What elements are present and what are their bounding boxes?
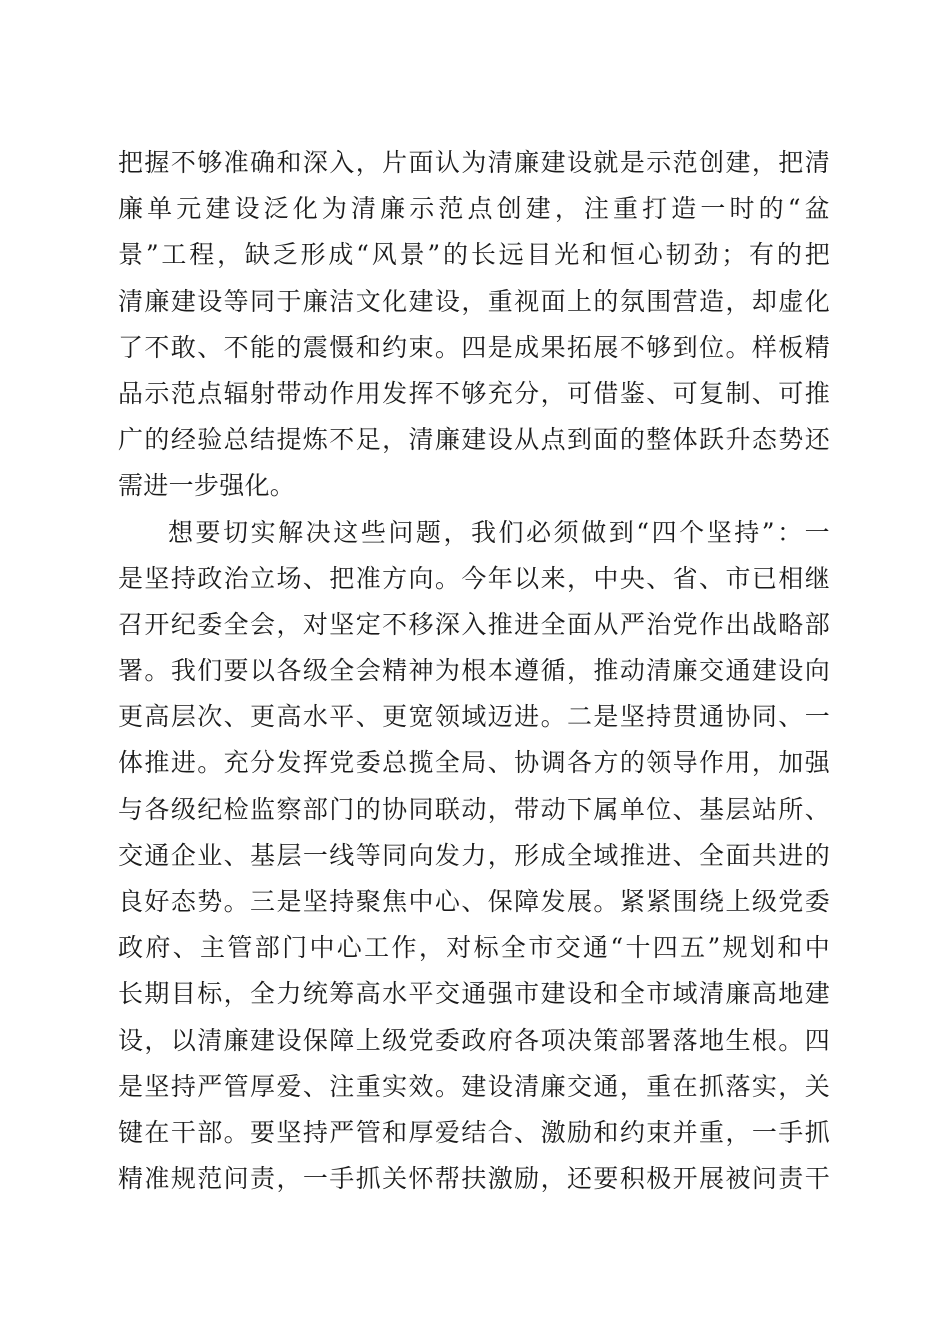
text-line: 廉单元建设泛化为清廉示范点创建，注重打造一时的“盆 (118, 194, 830, 224)
body-text (118, 140, 830, 1202)
text-line: 品示范点辐射带动作用发挥不够充分，可借鉴、可复制、可推 (118, 378, 830, 408)
text-line: 更高层次、更高水平、更宽领域迈进。二是坚持贯通协同、一 (118, 702, 830, 732)
text-line: 清廉建设等同于廉洁文化建设，重视面上的氛围营造，却虚化 (118, 286, 830, 316)
text-line: 广的经验总结提炼不足，清廉建设从点到面的整体跃升态势还 (118, 425, 830, 455)
paragraph-1 (118, 140, 830, 510)
text-line: 键在干部。要坚持严管和厚爱结合、激励和约束并重，一手抓 (118, 1117, 830, 1147)
text-line: 精准规范问责，一手抓关怀帮扶激励，还要积极开展被问责干 (118, 1164, 830, 1194)
text-line: 署。我们要以各级全会精神为根本遵循，推动清廉交通建设向 (118, 656, 830, 686)
text-line: 设，以清廉建设保障上级党委政府各项决策部署落地生根。四 (118, 1025, 830, 1055)
text-line: 体推进。充分发挥党委总揽全局、协调各方的领导作用，加强 (118, 748, 830, 778)
paragraph-2 (118, 510, 830, 1203)
text-line: 良好态势。三是坚持聚焦中心、保障发展。紧紧围绕上级党委 (118, 887, 830, 916)
text-line: 想要切实解决这些问题，我们必须做到“四个坚持”：一 (168, 517, 830, 547)
text-line: 交通企业、基层一线等同向发力，形成全域推进、全面共进的 (118, 840, 830, 870)
text-line: 把握不够准确和深入，片面认为清廉建设就是示范创建，把清 (118, 148, 830, 177)
text-line: 需进一步强化。 (118, 471, 296, 501)
text-line: 政府、主管部门中心工作，对标全市交通“十四五”规划和中 (118, 933, 830, 963)
text-line: 是坚持严管厚爱、注重实效。建设清廉交通，重在抓落实，关 (118, 1071, 830, 1101)
text-line: 景”工程，缺乏形成“风景”的长远目光和恒心韧劲；有的把 (118, 240, 830, 270)
text-line: 与各级纪检监察部门的协同联动，带动下属单位、基层站所、 (118, 794, 830, 824)
text-line: 了不敢、不能的震慑和约束。四是成果拓展不够到位。样板精 (118, 332, 830, 362)
text-line: 长期目标，全力统筹高水平交通强市建设和全市域清廉高地建 (118, 979, 830, 1009)
text-line: 是坚持政治立场、把准方向。今年以来，中央、省、市已相继 (118, 563, 830, 593)
text-line: 召开纪委全会，对坚定不移深入推进全面从严治党作出战略部 (118, 609, 830, 639)
